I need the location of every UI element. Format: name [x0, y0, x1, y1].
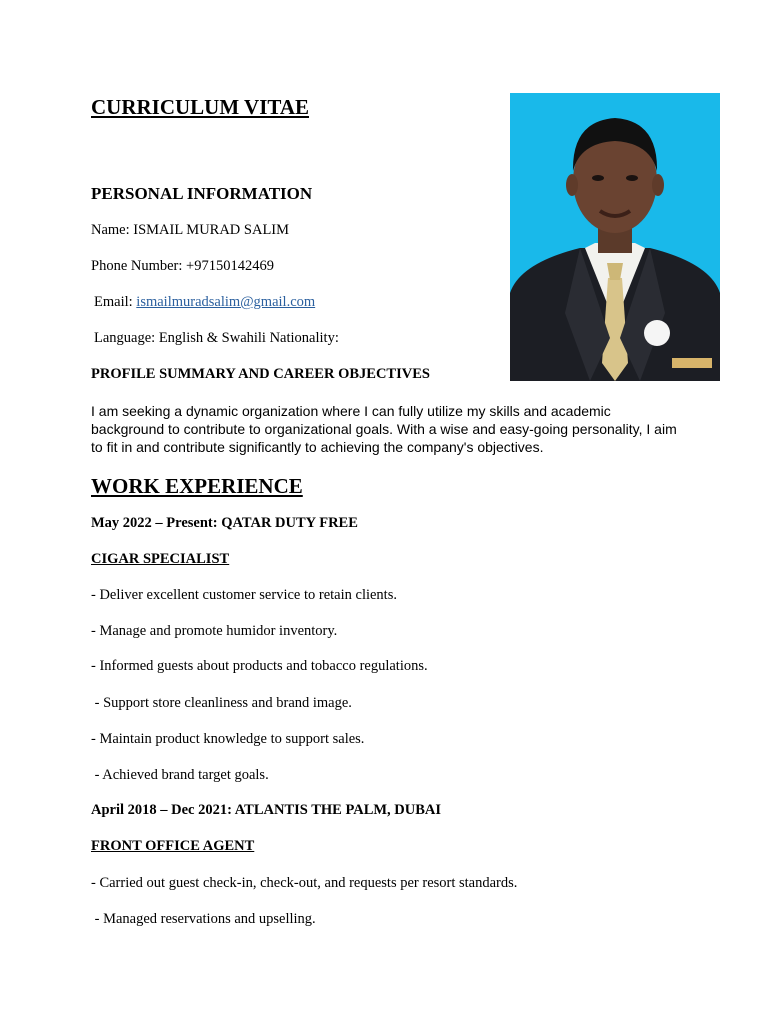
job-duty: - Informed guests about products and tobacco regulations.: [91, 658, 428, 674]
profile-photo: [510, 93, 720, 381]
job-duty: - Carried out guest check-in, check-out, and requests per resort standards.: [91, 875, 518, 891]
job-role: FRONT OFFICE AGENT: [91, 838, 255, 854]
language-line: Language: English & Swahili Nationality:: [94, 330, 339, 346]
name-line: Name: ISMAIL MURAD SALIM: [91, 222, 290, 238]
job-role: CIGAR SPECIALIST: [91, 551, 230, 567]
email-label: Email:: [94, 294, 137, 310]
email-line: [94, 294, 315, 311]
job-period-company: May 2022 – Present: QATAR DUTY FREE: [91, 515, 358, 531]
work-experience-heading: WORK EXPERIENCE: [91, 474, 303, 498]
document-title: CURRICULUM VITAE: [91, 95, 309, 119]
job-duty: - Achieved brand target goals.: [91, 767, 269, 783]
personal-info-heading: PERSONAL INFORMATION: [91, 184, 313, 203]
job-duty: - Support store cleanliness and brand image.: [91, 695, 352, 711]
job-duty: - Deliver excellent customer service to retain clients.: [91, 587, 397, 603]
job-duty: - Maintain product knowledge to support sales.: [91, 731, 365, 747]
profile-summary: I am seeking a dynamic organization where I can fully utilize my skills and academic background to contribute to organizational goals. With a wise and easy-going personality, I aim to fit in and contribute significantly to achieving the company's objectives.: [91, 403, 677, 455]
job-duty: - Managed reservations and upselling.: [91, 911, 316, 927]
job-period-company: April 2018 – Dec 2021: ATLANTIS THE PALM, DUBAI: [91, 802, 442, 818]
job-duty: - Manage and promote humidor inventory.: [91, 623, 338, 639]
email-link[interactable]: ismailmuradsalim@gmail.com: [136, 294, 316, 310]
profile-heading: PROFILE SUMMARY AND CAREER OBJECTIVES: [91, 366, 430, 382]
phone-line: Phone Number: +97150142469: [91, 258, 274, 274]
